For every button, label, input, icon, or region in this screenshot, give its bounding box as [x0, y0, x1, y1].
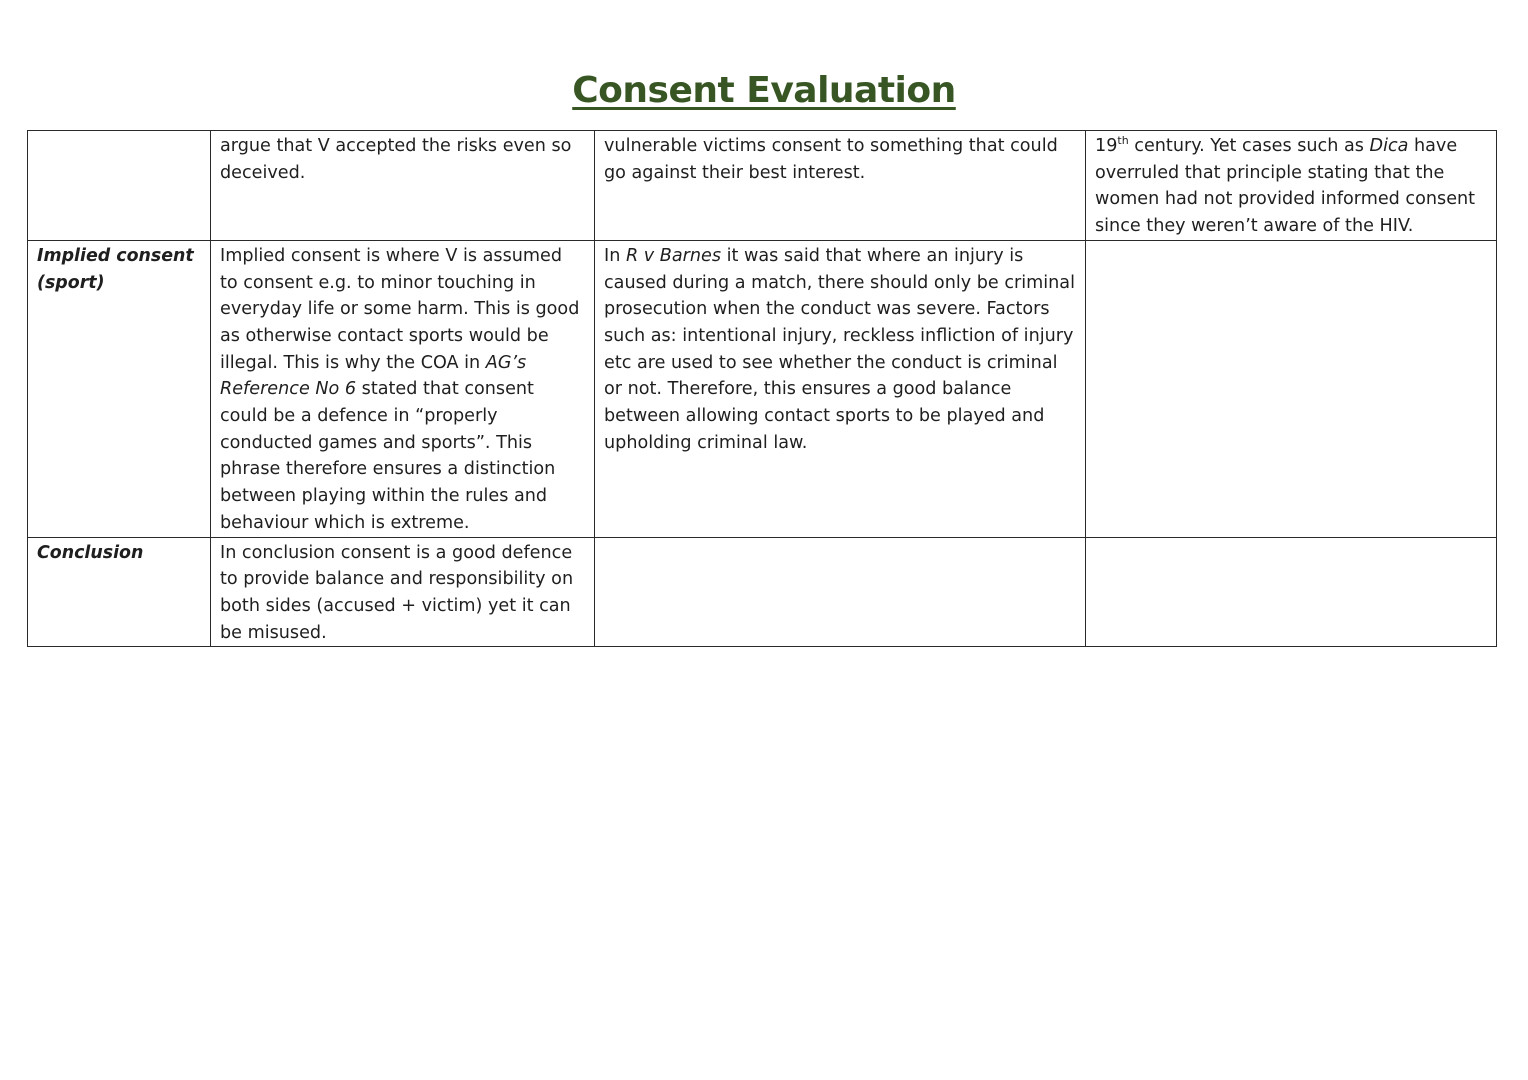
case-name: R v Barnes [625, 245, 721, 266]
evaluation-table [27, 130, 1497, 647]
cell-text: Implied consent is where V is assumed to consent e.g. to minor touching in everyday life or some harm. This is good as otherwise contact sports would be illegal. This is why the COA in [220, 245, 580, 373]
case-name: AG’s Reference No 6 [220, 352, 527, 400]
table-cell: argue that V accepted the risks even so deceived. [211, 131, 595, 241]
empty-cell [1086, 240, 1497, 537]
page-title-text: Consent Evaluation [572, 70, 956, 111]
table-row [28, 537, 1497, 647]
table-cell [595, 240, 1086, 537]
table-cell: In conclusion consent is a good defence to provide balance and responsibility on both sides (accused + victim) yet it can be misused. [211, 537, 595, 647]
page-title [0, 70, 1528, 111]
cell-text: century. Yet cases such as [1128, 136, 1370, 156]
empty-cell [1086, 537, 1497, 647]
cell-text: have overruled that principle stating that the women had not provided informed consent since they weren’t aware of the HIV. [1095, 136, 1476, 237]
table-row [28, 240, 1497, 537]
table-row [28, 131, 1497, 241]
cell-text: In [604, 245, 626, 266]
cell-text: stated that consent could be a defence in “properly conducted games and sports”. This phrase therefore ensures a distinction between playing within the rules and behaviour which is extreme. [220, 379, 556, 533]
table-cell [211, 240, 595, 537]
row-label: Implied consent (sport) [28, 240, 211, 537]
superscript: th [1117, 134, 1129, 148]
cell-text: it was said that where an injury is caused during a match, there should only be criminal prosecution when the conduct was severe. Factors such as: intentional injury, reckless infliction of injury etc are used to see whether the conduct is criminal or not. Therefore, this ensures a good balance between allowing contact sports to be played and upholding criminal law. [604, 245, 1075, 453]
table-cell: vulnerable victims consent to something that could go against their best interest. [595, 131, 1086, 241]
row-label: Conclusion [28, 537, 211, 647]
case-name: Dica [1369, 136, 1409, 156]
cell-text: 19 [1095, 136, 1118, 156]
row-label [28, 131, 211, 241]
empty-cell [595, 537, 1086, 647]
table-cell [1086, 131, 1497, 241]
